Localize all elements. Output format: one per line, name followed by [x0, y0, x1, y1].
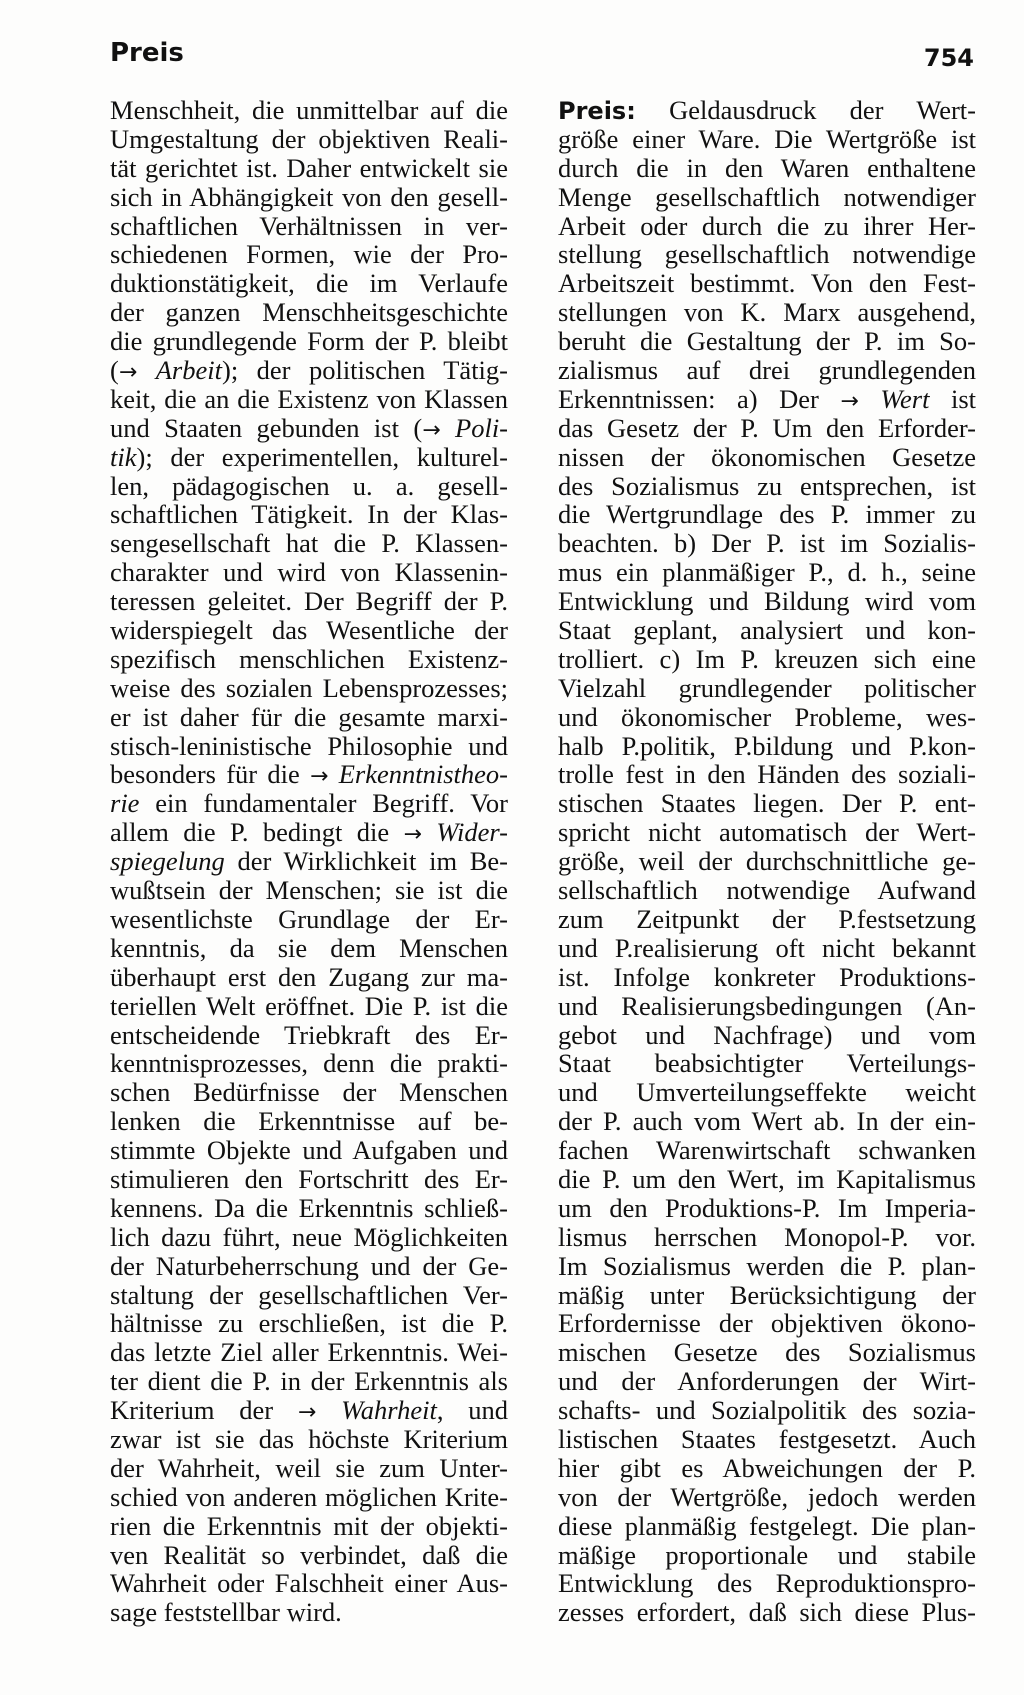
- text-line: rien die Erkenntnis mit der objekti-: [110, 1510, 508, 1541]
- text-line: ven Realität so verbindet, daß die: [110, 1539, 508, 1570]
- text-line: mus ein planmäßiger P., d. h., seine: [558, 557, 976, 588]
- text-line: stimmte Objekte und Aufgaben und: [110, 1135, 508, 1166]
- text-line: kennens. Da die Erkenntnis schließ-: [110, 1192, 508, 1223]
- text-line: mischen Gesetze des Sozialismus: [558, 1337, 976, 1368]
- text-line: entscheidende Triebkraft des Er-: [110, 1019, 508, 1050]
- text-line: Im Sozialismus werden die P. plan-: [558, 1250, 976, 1281]
- text-line: kenntnisprozesses, denn die prakti-: [110, 1048, 508, 1079]
- text-line: sengesellschaft hat die P. Klassen-: [110, 528, 508, 559]
- text-line: Arbeitszeit bestimmt. Von den Fest-: [558, 268, 976, 299]
- cross-reference-arbeit: Arbeit: [155, 355, 222, 386]
- text-line: der Wahrheit, weil sie zum Unter-: [110, 1452, 508, 1483]
- text-line-with-reference: tik); der experimentellen, kulturel-: [110, 441, 508, 472]
- cross-reference-wahrheit: Wahrheit: [341, 1395, 437, 1426]
- text-line: fachen Warenwirtschaft schwanken: [558, 1135, 976, 1166]
- text-line: wesentlichste Grundlage der Er-: [110, 903, 508, 934]
- text-line: Staat geplant, analysiert und kon-: [558, 615, 976, 646]
- text-line: tät gerichtet ist. Daher entwickelt sie: [110, 152, 508, 183]
- text-line: hier gibt es Abweichungen der P.: [558, 1452, 976, 1483]
- text-line-with-reference: Erkenntnissen: a) Der → Wert ist: [558, 383, 977, 414]
- text-line: schied von anderen möglichen Krite-: [110, 1481, 508, 1512]
- text-line: stisch-leninistische Philosophie und: [110, 730, 508, 761]
- text-line: und Umverteilungseffekte weicht: [558, 1077, 976, 1108]
- text-line: len, pädagogischen u. a. gesell-: [110, 470, 508, 501]
- text-line: zesses erfordert, daß sich diese Plus-: [558, 1597, 976, 1628]
- text-line: teressen geleitet. Der Begriff der P.: [110, 586, 508, 617]
- left-column: [110, 96, 508, 1627]
- text-line: charakter und wird von Klassenin-: [110, 557, 508, 588]
- text-line: das letzte Ziel aller Erkenntnis. Wei-: [110, 1337, 508, 1368]
- cross-reference-politik: Poli-: [455, 412, 509, 443]
- text-line: des Sozialismus zu entsprechen, ist: [558, 470, 976, 501]
- entry-headword: Preis:: [558, 97, 636, 125]
- text-line: Erfordernisse der objektiven ökono-: [558, 1308, 976, 1339]
- text-line: duktionstätigkeit, die im Verlaufe: [110, 268, 508, 299]
- text-line-with-reference: Kriterium der → Wahrheit, und: [110, 1395, 508, 1426]
- text-line: wußtsein der Menschen; sie ist die: [110, 875, 508, 906]
- text-line: zialismus auf drei grundlegenden: [558, 355, 976, 386]
- text-line: durch die in den Waren enthaltene: [558, 152, 976, 183]
- text-line-with-reference: allem die P. bedingt die → Wider-: [110, 817, 508, 848]
- text-line: Menschheit, die unmittelbar auf die: [110, 95, 508, 125]
- text-line-with-reference: besonders für die → Erkenntnistheo-: [110, 759, 509, 790]
- text-line: Staat beabsichtigter Verteilungs-: [558, 1048, 976, 1079]
- text-line-with-reference: (→ Arbeit); der politischen Tätig-: [110, 355, 508, 386]
- text-line: Umgestaltung der objektiven Reali-: [110, 123, 508, 154]
- text-line: die Wertgrundlage des P. immer zu: [558, 499, 976, 530]
- cross-reference-arrow: →: [310, 764, 329, 790]
- text-line: schafts- und Sozialpolitik des sozia-: [558, 1395, 976, 1426]
- text-line: lismus herrschen Monopol-P. vor.: [558, 1221, 976, 1252]
- text-line: Vielzahl grundlegender politischer: [558, 672, 976, 703]
- entry-first-line: Preis: Geldausdruck der Wert-: [558, 95, 976, 125]
- text-line: weise des sozialen Lebensprozesses;: [110, 672, 508, 703]
- text-line-with-reference: und Staaten gebunden ist (→ Poli-: [110, 412, 509, 443]
- text-line: listischen Staates festgesetzt. Auch: [558, 1423, 976, 1454]
- text-line-with-reference: rie ein fundamentaler Begriff. Vor: [110, 788, 508, 819]
- text-line: hältnisse zu erschließen, ist die P.: [110, 1308, 508, 1339]
- text-line: widerspiegelt das Wesentliche der: [110, 615, 508, 646]
- text-line: sich in Abhängigkeit von den gesell-: [110, 181, 508, 212]
- text-line: spricht nicht automatisch der Wert-: [558, 817, 976, 848]
- page-number: 754: [923, 44, 974, 72]
- cross-reference-politik-end: tik: [110, 441, 137, 472]
- text-line: schaftlichen Tätigkeit. In der Klas-: [110, 499, 508, 530]
- text-line: Arbeit oder durch die zu ihrer Her-: [558, 210, 976, 241]
- cross-reference-widerspiegelung-end: spiegelung: [110, 846, 225, 877]
- text-line: ist. Infolge konkreter Produktions-: [558, 961, 976, 992]
- text-line: schaftlichen Verhältnissen in ver-: [110, 210, 508, 241]
- text-line: beruht die Gestaltung der P. im So-: [558, 326, 976, 357]
- text-line: mäßig unter Berücksichtigung der: [558, 1279, 976, 1310]
- right-column: [558, 96, 976, 1627]
- cross-reference-arrow: →: [840, 388, 859, 414]
- text-line: spezifisch menschlichen Existenz-: [110, 643, 508, 674]
- text-line: lenken die Erkenntnisse auf be-: [110, 1106, 508, 1137]
- text-line: und ökonomischer Probleme, wes-: [558, 701, 976, 732]
- text-line: lich dazu führt, neue Möglichkeiten: [110, 1221, 508, 1252]
- cross-reference-arrow: →: [422, 417, 441, 443]
- cross-reference-arrow: →: [118, 360, 138, 386]
- cross-reference-erkenntnistheorie-end: rie: [110, 788, 140, 819]
- text-line: halb P.politik, P.bildung und P.kon-: [558, 730, 976, 761]
- text-line: stellung gesellschaftlich notwendige: [558, 239, 976, 270]
- text-line: zwar ist sie das höchste Kriterium: [110, 1423, 508, 1454]
- cross-reference-arrow: →: [403, 822, 422, 848]
- text-line: größe einer Ware. Die Wertgröße ist: [558, 123, 976, 154]
- text-line: schen Bedürfnisse der Menschen: [110, 1077, 508, 1108]
- text-line: die P. um den Wert, im Kapitalismus: [558, 1163, 976, 1194]
- cross-reference-arrow: →: [297, 1400, 317, 1426]
- text-line: sellschaftlich notwendige Aufwand: [558, 875, 976, 906]
- cross-reference-widerspiegelung: Wider-: [436, 817, 508, 848]
- text-line: das Gesetz der P. Um den Erforder-: [558, 412, 976, 443]
- text-line: Entwicklung des Reproduktionspro-: [558, 1568, 976, 1599]
- text-line: diese planmäßig festgelegt. Die plan-: [558, 1510, 976, 1541]
- text-line: beachten. b) Der P. ist im Sozialis-: [558, 528, 976, 559]
- text-line: mäßige proportionale und stabile: [558, 1539, 976, 1570]
- text-line: überhaupt erst den Zugang zur ma-: [110, 961, 508, 992]
- text-line: der P. auch vom Wert ab. In der ein-: [558, 1106, 976, 1137]
- text-line: stimulieren den Fortschritt des Er-: [110, 1163, 508, 1194]
- text-line: größe, weil der durchschnittliche ge-: [558, 846, 976, 877]
- text-line: der Naturbeherrschung und der Ge-: [110, 1250, 508, 1281]
- text-line: kenntnis, da sie dem Menschen: [110, 932, 508, 963]
- text-line: nissen der ökonomischen Gesetze: [558, 441, 976, 472]
- text-line: ter dient die P. in der Erkenntnis als: [110, 1366, 508, 1397]
- text-line: trolliert. c) Im P. kreuzen sich eine: [558, 643, 976, 674]
- cross-reference-erkenntnistheorie: Erkenntnistheo-: [338, 759, 509, 790]
- text-line: Entwicklung und Bildung wird vom: [558, 586, 976, 617]
- text-line: die grundlegende Form der P. bleibt: [110, 326, 508, 357]
- text-line: stischen Staates liegen. Der P. ent-: [558, 788, 976, 819]
- text-line: Menge gesellschaftlich notwendiger: [558, 181, 976, 212]
- text-line: keit, die an die Existenz von Klassen: [110, 383, 508, 414]
- text-line: von der Wertgröße, jedoch werden: [558, 1481, 976, 1512]
- text-line: schiedenen Formen, wie der Pro-: [110, 239, 508, 270]
- text-line-with-reference: spiegelung der Wirklichkeit im Be-: [110, 846, 508, 877]
- text-line: er ist daher für die gesamte marxi-: [110, 701, 508, 732]
- text-line: um den Produktions-P. Im Imperia-: [558, 1192, 976, 1223]
- text-line: und der Anforderungen der Wirt-: [558, 1366, 976, 1397]
- text-line: trolle fest in den Händen des soziali-: [558, 759, 976, 790]
- text-line: stellungen von K. Marx ausgehend,: [558, 297, 976, 328]
- text-line: staltung der gesellschaftlichen Ver-: [110, 1279, 508, 1310]
- text-line: zum Zeitpunkt der P.festsetzung: [558, 903, 976, 934]
- text-line: Wahrheit oder Falschheit einer Aus-: [110, 1568, 508, 1599]
- text-line: und P.realisierung oft nicht bekannt: [558, 932, 976, 963]
- text-line: der ganzen Menschheitsgeschichte: [110, 297, 508, 328]
- text-line: und Realisierungsbedingungen (An-: [558, 990, 976, 1021]
- text-line: gebot und Nachfrage) und vom: [558, 1019, 976, 1050]
- running-head: Preis: [110, 38, 184, 68]
- cross-reference-wert: Wert: [880, 383, 930, 414]
- text-line: teriellen Welt eröffnet. Die P. ist die: [110, 990, 508, 1021]
- text-line: sage feststellbar wird.: [110, 1597, 342, 1628]
